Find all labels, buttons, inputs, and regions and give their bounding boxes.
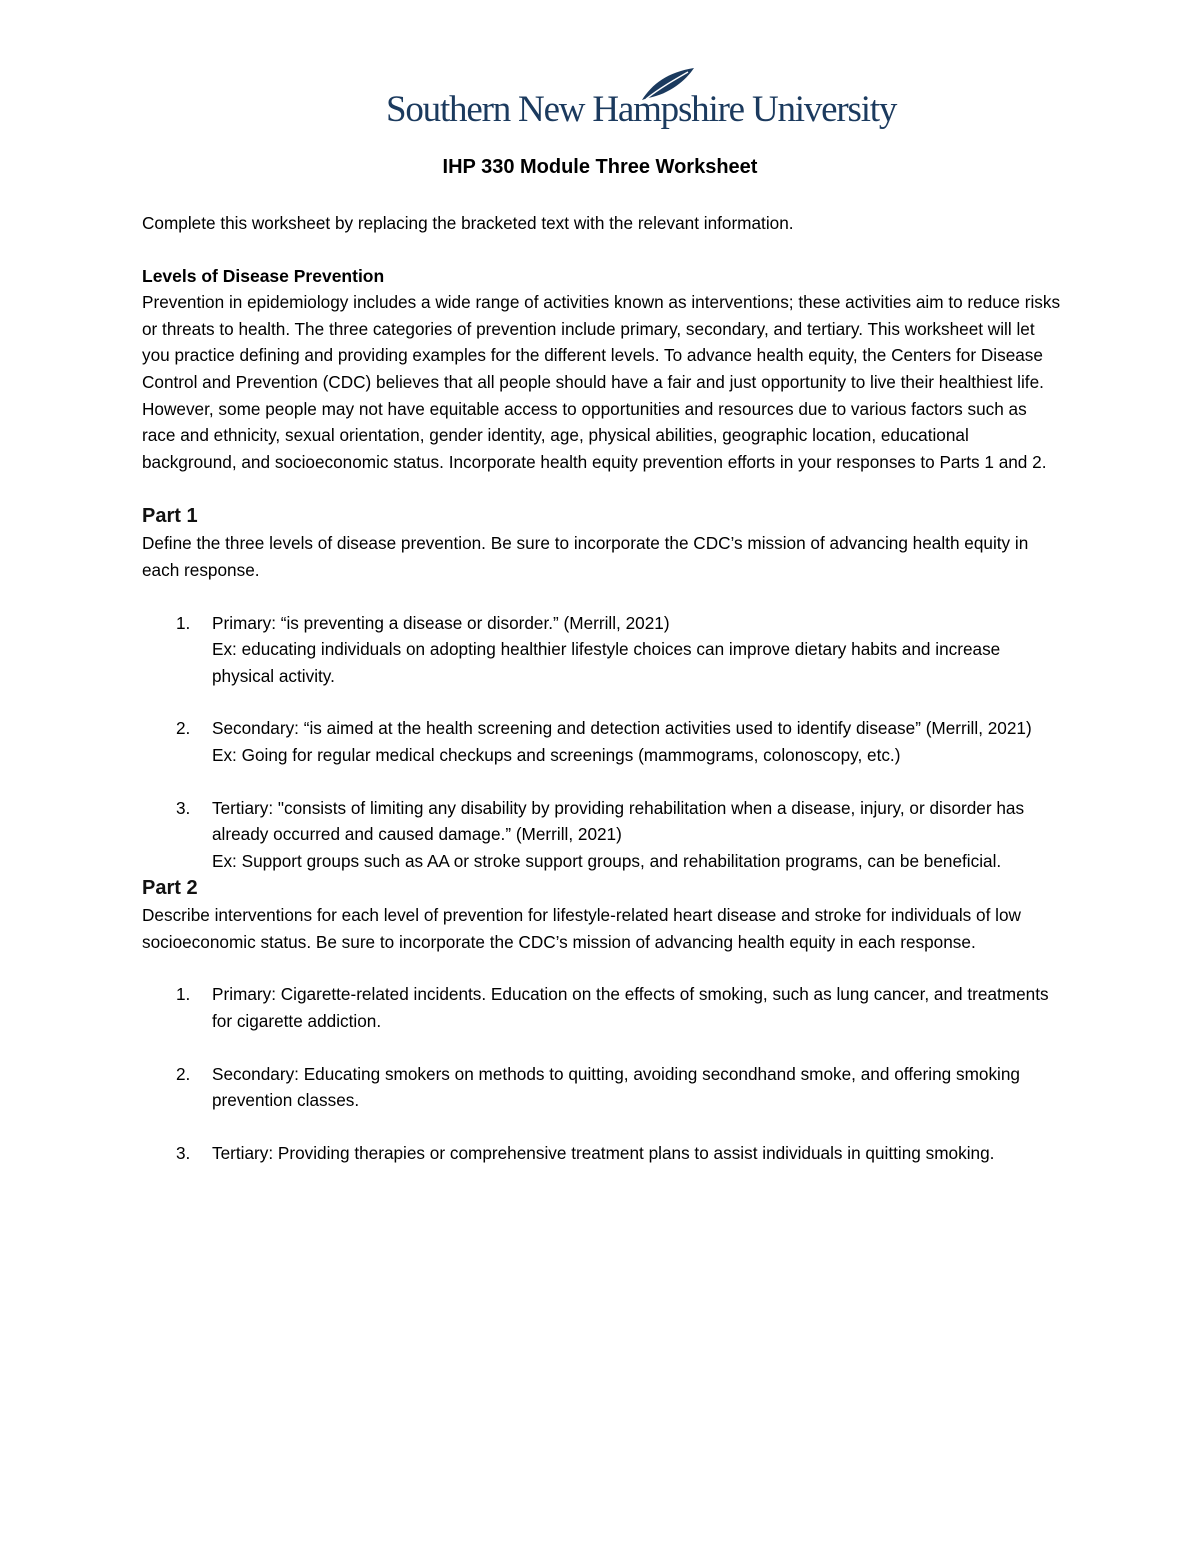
part2-list [142, 981, 1062, 1166]
list-number: 2. [176, 1063, 191, 1084]
part2-heading: Part 2 [142, 877, 198, 900]
list-number: 3. [176, 797, 191, 818]
list-item [142, 981, 1062, 1034]
part1-instructions: Define the three levels of disease prevention. Be sure to incorporate the CDC’s mission of advancing health equity in each response. [142, 533, 1029, 580]
levels-body: Prevention in epidemiology includes a wide range of activities known as interventions; these activities aim to reduce risks or threats to health. The three categories of prevention include primary, secondary, and tertiary. This worksheet will let you practice defining and providing examples for the different levels. To advance health equity, the Centers for Disease Control and Prevention (CDC) believes that all people should have a fair and just opportunity to live their healthiest life. However, some people may not have equitable access to opportunities and resources due to various factors such as race and ethnicity, sexual orientation, gender identity, age, physical abilities, geographic location, educational background, and socioeconomic status. Incorporate health equity prevention efforts in your responses to Parts 1 and 2. [142, 292, 1061, 472]
intro-text: Complete this worksheet by replacing the bracketed text with the relevant information. [142, 213, 794, 233]
list-item [142, 795, 1062, 875]
list-item [142, 610, 1062, 690]
item-definition: Primary: “is preventing a disease or disorder.” (Merrill, 2021) [212, 612, 670, 633]
part2-instructions: Describe interventions for each level of prevention for lifestyle-related heart disease and stroke for individuals of low socioeconomic status. Be sure to incorporate the CDC’s mission of advancing health equity in each response. [142, 905, 1021, 952]
item-text: Tertiary: Providing therapies or comprehensive treatment plans to assist individuals in quitting smoking. [212, 1142, 995, 1163]
item-example: Ex: Support groups such as AA or stroke support groups, and rehabilitation programs, can be beneficial. [212, 850, 1002, 871]
page-title: IHP 330 Module Three Worksheet [442, 156, 758, 178]
levels-heading: Levels of Disease Prevention [142, 265, 385, 286]
part1-list [142, 610, 1062, 875]
list-item [142, 1140, 1062, 1167]
university-logo [386, 66, 897, 136]
part1-heading: Part 1 [142, 505, 198, 528]
list-number: 1. [176, 984, 191, 1005]
item-definition: Secondary: “is aimed at the health screening and detection activities used to identify disease” (Merrill, 2021) [212, 718, 1032, 739]
item-example: Ex: educating individuals on adopting healthier lifestyle choices can improve dietary habits and increase physical activity. [212, 639, 1001, 686]
list-number: 3. [176, 1142, 191, 1163]
item-text: Primary: Cigarette-related incidents. Education on the effects of smoking, such as lung cancer, and treatments for cigarette addiction. [212, 984, 1049, 1032]
logo-wordmark: Southern New Hampshire University [386, 89, 897, 130]
list-number: 1. [176, 612, 191, 633]
list-item [142, 715, 1062, 768]
list-item [142, 1061, 1062, 1114]
list-number: 2. [176, 718, 191, 739]
item-text: Secondary: Educating smokers on methods to quitting, avoiding secondhand smoke, and offering smoking prevention classes. [212, 1063, 1020, 1111]
item-example: Ex: Going for regular medical checkups and screenings (mammograms, colonoscopy, etc.) [212, 744, 901, 765]
worksheet-body [142, 210, 1062, 1166]
item-definition: Tertiary: "consists of limiting any disability by providing rehabilitation when a disease, injury, or disorder has already occurred and caused damage.” (Merrill, 2021) [212, 797, 1025, 845]
